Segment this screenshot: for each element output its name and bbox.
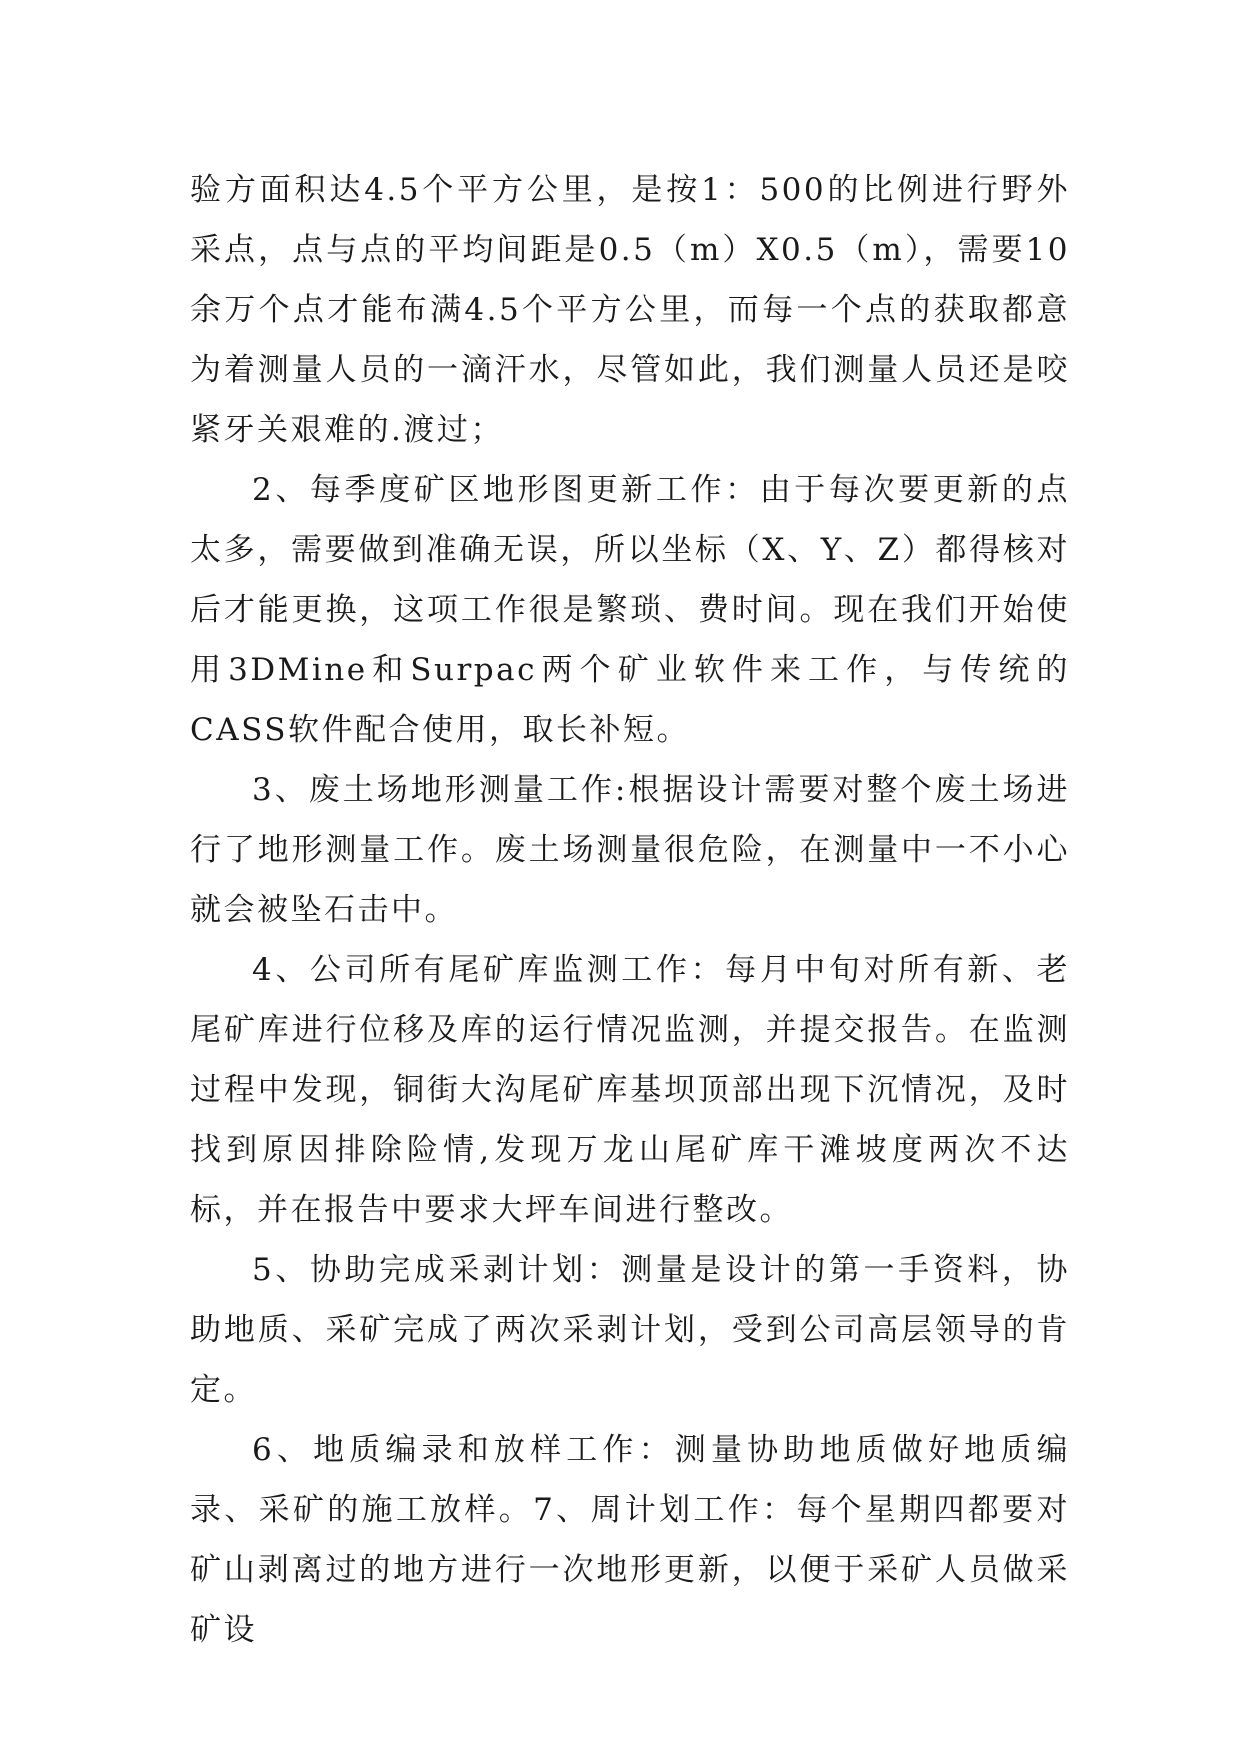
paragraph-continuation: 验方面积达4.5个平方公里，是按1：500的比例进行野外采点，点与点的平均间距是0.5（m）X0.5（m），需要10余万个点才能布满4.5个平方公里，而每一个点的获取都意为着测量人员的一滴汗水，尽管如此，我们测量人员还是咬紧牙关艰难的.渡过； xyxy=(190,172,1070,448)
paragraph-item-2: 2、每季度矿区地形图更新工作：由于每次要更新的点太多，需要做到准确无误，所以坐标（X、Y、Z）都得核对后才能更换，这项工作很是繁琐、费时间。现在我们开始使用3DMine和Surpac两个矿业软件来工作，与传统的CASS软件配合使用，取长补短。 xyxy=(190,472,1070,748)
paragraph-item-6: 6、地质编录和放样工作：测量协助地质做好地质编录、采矿的施工放样。7、周计划工作：每个星期四都要对矿山剥离过的地方进行一次地形更新，以便于采矿人员做采矿设 xyxy=(190,1432,1070,1648)
paragraph-item-4: 4、公司所有尾矿库监测工作：每月中旬对所有新、老尾矿库进行位移及库的运行情况监测，并提交报告。在监测过程中发现，铜街大沟尾矿库基坝顶部出现下沉情况，及时找到原因排除险情,发现万龙山尾矿库干滩坡度两次不达标，并在报告中要求大坪车间进行整改。 xyxy=(190,952,1070,1228)
paragraph-item-5: 5、协助完成采剥计划：测量是设计的第一手资料，协助地质、采矿完成了两次采剥计划，受到公司高层领导的肯定。 xyxy=(190,1252,1070,1408)
document-body xyxy=(190,160,1070,1660)
paragraph-item-3: 3、废土场地形测量工作:根据设计需要对整个废土场进行了地形测量工作。废土场测量很危险，在测量中一不小心就会被坠石击中。 xyxy=(190,772,1070,928)
